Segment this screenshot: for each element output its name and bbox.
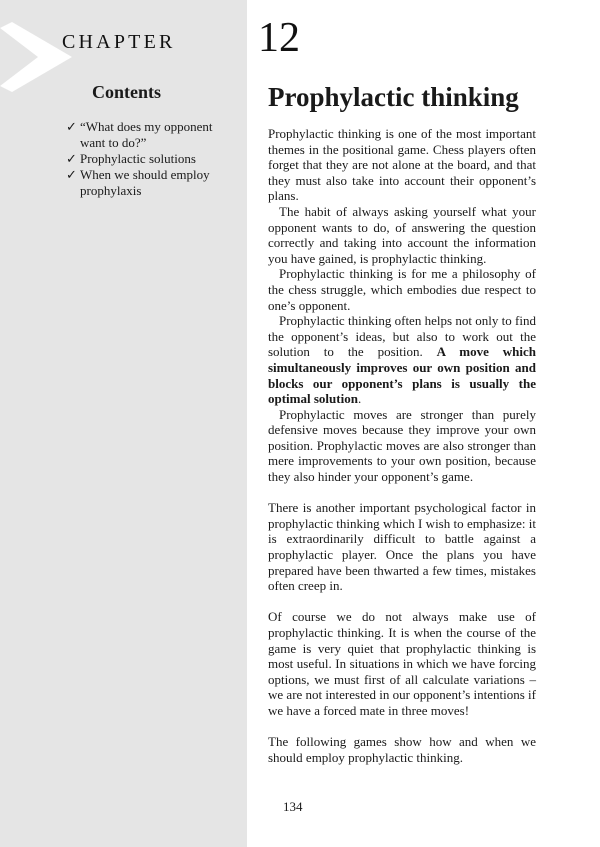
chapter-label: CHAPTER <box>62 31 176 53</box>
paragraph: The following games show how and when we should employ prophylactic thinking. <box>268 734 536 765</box>
contents-item <box>66 151 226 167</box>
contents-item-label: “What does my opponent want to do?” <box>80 119 213 150</box>
contents-item <box>66 119 226 151</box>
paragraph: Prophylactic moves are stronger than purely defensive moves because they improve your own position. Prophylactic moves are also stronger than mere improvements to your own position, because they also hinder your opponent’s game. <box>268 406 536 485</box>
paragraph-text: Prophylactic thinking often helps not only to find the opponent’s ideas, but also to work out the solution to the position. <box>268 313 536 360</box>
check-icon: ✓ <box>66 119 77 134</box>
chapter-number: 12 <box>258 15 300 61</box>
paragraph: Prophylactic thinking is one of the most important themes in the positional game. Chess players often forget that they are not alone at the board, and that they must also take into account their opponent’s plans. <box>268 126 536 204</box>
contents-item-label: Prophylactic solutions <box>80 151 196 166</box>
paragraph: The habit of always asking yourself what your opponent wants to do, of answering the question correctly and taking into account the information you have gained, is prophylactic thinking. <box>268 203 536 266</box>
contents-title: Contents <box>92 82 162 102</box>
check-icon: ✓ <box>66 167 77 182</box>
paragraph: Of course we do not always make use of prophylactic thinking. It is when the course of the game is very quiet that prophylactic thinking is most useful. In situations in which we have forcing options, we must first of all calculate variations – we are not interested in our opponent’s intentions if we have a forced mate in three moves! <box>268 609 536 718</box>
page-number: 134 <box>283 799 303 814</box>
check-icon: ✓ <box>66 151 77 166</box>
section-title: Prophylactic thinking <box>268 82 519 112</box>
contents-list <box>66 119 226 199</box>
paragraph <box>268 313 536 407</box>
paragraph: Prophylactic thinking is for me a philosophy of the chess struggle, which embodies due respect to one’s opponent. <box>268 266 536 313</box>
paragraph-text: . <box>357 391 362 407</box>
contents-item <box>66 167 226 199</box>
bold-emphasis: A move which simultaneously improves our own position and blocks our opponent’s plans is usually the optimal solution <box>268 344 536 407</box>
body-text <box>268 126 536 765</box>
paragraph: There is another important psychological factor in prophylactic thinking which I wish to emphasize: it is extraordinarily difficult to battle against a prophylactic player. Once the plans you have prepared have been thwarted a few times, mistakes often creep in. <box>268 500 536 594</box>
contents-item-label: When we should employ prophylaxis <box>80 167 210 198</box>
